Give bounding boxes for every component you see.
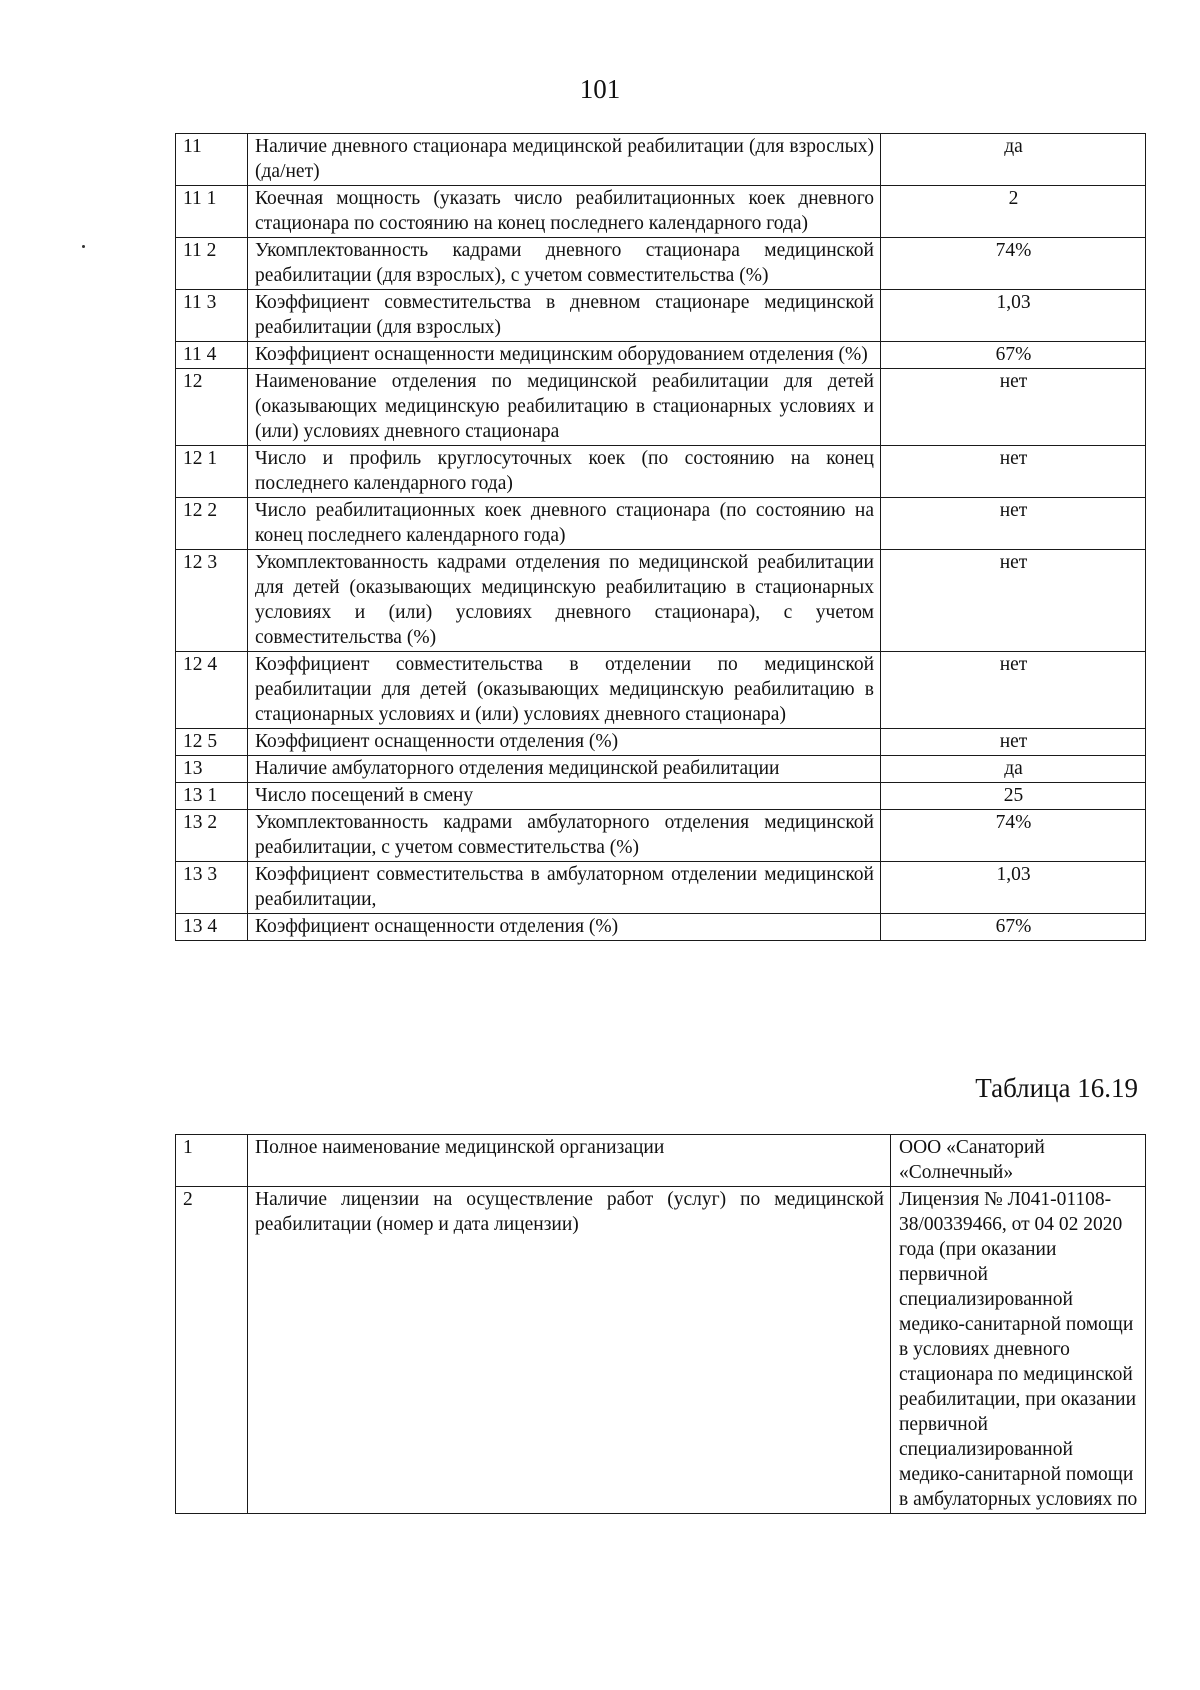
row-number: 12 [176, 369, 248, 446]
row-description: Укомплектованность кадрами дневного стационара медицинской реабилитации (для взрослых), с учетом совместительства (%) [248, 238, 881, 290]
row-description: Число реабилитационных коек дневного стационара (по состоянию на конец последнего календарного года) [248, 498, 881, 550]
table-row [176, 914, 1146, 941]
row-value: Лицензия № Л041-01108-38/00339466, от 04 02 2020 года (при оказании первичной специализированной медико-санитарной помощи в условиях дневного стационара по медицинской реабилитации, при оказании первичной специализированной медико-санитарной помощи в амбулаторных условиях по [891, 1187, 1146, 1514]
table-row [176, 783, 1146, 810]
table-row [176, 290, 1146, 342]
organization-table [175, 1134, 1146, 1514]
table-row [176, 369, 1146, 446]
row-description: Наличие лицензии на осуществление работ (услуг) по медицинской реабилитации (номер и дата лицензии) [248, 1187, 891, 1514]
row-number: 1 [176, 1135, 248, 1187]
row-value: нет [881, 369, 1146, 446]
table-row [176, 652, 1146, 729]
table-row [176, 862, 1146, 914]
row-number: 12 3 [176, 550, 248, 652]
row-description: Наличие дневного стационара медицинской реабилитации (для взрослых) (да/нет) [248, 134, 881, 186]
row-number: 13 3 [176, 862, 248, 914]
indicators-table [175, 133, 1146, 941]
table-row [176, 729, 1146, 756]
row-number: 13 [176, 756, 248, 783]
row-number: 13 1 [176, 783, 248, 810]
table-row [176, 550, 1146, 652]
row-description: Коэффициент совместительства в отделении по медицинской реабилитации для детей (оказывающих медицинскую реабилитацию в стационарных условиях и (или) условиях дневного стационара) [248, 652, 881, 729]
row-value: да [881, 134, 1146, 186]
row-description: Коэффициент совместительства в амбулаторном отделении медицинской реабилитации, [248, 862, 881, 914]
row-number: 12 1 [176, 446, 248, 498]
table-row [176, 756, 1146, 783]
row-number: 11 4 [176, 342, 248, 369]
row-value: 74% [881, 238, 1146, 290]
row-number: 11 3 [176, 290, 248, 342]
row-number: 12 4 [176, 652, 248, 729]
row-value: 67% [881, 342, 1146, 369]
row-number: 12 2 [176, 498, 248, 550]
row-description: Коэффициент оснащенности отделения (%) [248, 729, 881, 756]
table-row [176, 238, 1146, 290]
row-number: 11 2 [176, 238, 248, 290]
stray-mark [82, 245, 85, 248]
row-description: Полное наименование медицинской организации [248, 1135, 891, 1187]
row-value: нет [881, 498, 1146, 550]
row-description: Число посещений в смену [248, 783, 881, 810]
row-number: 13 2 [176, 810, 248, 862]
row-value: нет [881, 652, 1146, 729]
row-description: Наличие амбулаторного отделения медицинской реабилитации [248, 756, 881, 783]
row-value: ООО «Санаторий «Солнечный» [891, 1135, 1146, 1187]
row-description: Коечная мощность (указать число реабилитационных коек дневного стационара по состоянию на конец последнего календарного года) [248, 186, 881, 238]
row-value: 1,03 [881, 290, 1146, 342]
row-description: Укомплектованность кадрами отделения по медицинской реабилитации для детей (оказывающих медицинскую реабилитацию в стационарных условиях и (или) условиях дневного стационара), с учетом совместительства (%) [248, 550, 881, 652]
row-description: Коэффициент оснащенности отделения (%) [248, 914, 881, 941]
row-number: 11 1 [176, 186, 248, 238]
table-row [176, 498, 1146, 550]
row-value: 67% [881, 914, 1146, 941]
table-row [176, 1135, 1146, 1187]
row-description: Коэффициент оснащенности медицинским оборудованием отделения (%) [248, 342, 881, 369]
row-value: 25 [881, 783, 1146, 810]
row-value: 2 [881, 186, 1146, 238]
table-row [176, 810, 1146, 862]
table-row [176, 342, 1146, 369]
row-description: Укомплектованность кадрами амбулаторного отделения медицинской реабилитации, с учетом совместительства (%) [248, 810, 881, 862]
page-number: 101 [579, 74, 621, 104]
row-description: Число и профиль круглосуточных коек (по состоянию на конец последнего календарного года) [248, 446, 881, 498]
table-row [176, 446, 1146, 498]
row-description: Коэффициент совместительства в дневном стационаре медицинской реабилитации (для взрослых) [248, 290, 881, 342]
row-number: 2 [176, 1187, 248, 1514]
row-value: да [881, 756, 1146, 783]
row-number: 12 5 [176, 729, 248, 756]
row-value: нет [881, 446, 1146, 498]
table-row [176, 1187, 1146, 1514]
row-value: 1,03 [881, 862, 1146, 914]
row-description: Наименование отделения по медицинской реабилитации для детей (оказывающих медицинскую реабилитацию в стационарных условиях и (или) условиях дневного стационара [248, 369, 881, 446]
table-caption: Таблица 16.19 [975, 1073, 1138, 1103]
table-row [176, 134, 1146, 186]
row-number: 13 4 [176, 914, 248, 941]
row-number: 11 [176, 134, 248, 186]
row-value: 74% [881, 810, 1146, 862]
row-value: нет [881, 729, 1146, 756]
table-row [176, 186, 1146, 238]
row-value: нет [881, 550, 1146, 652]
